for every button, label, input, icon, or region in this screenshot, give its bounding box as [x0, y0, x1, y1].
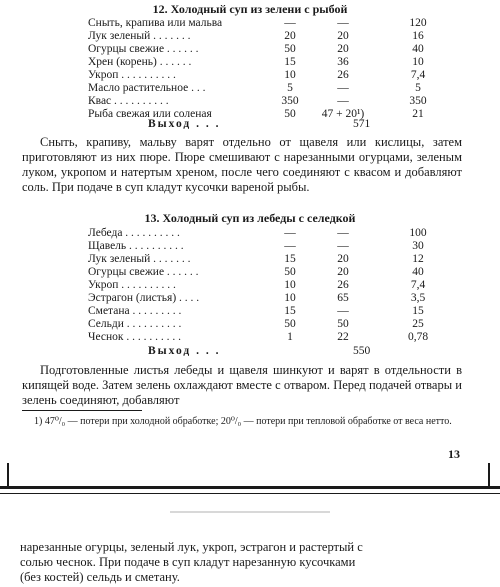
gross-weight: 15	[284, 305, 296, 317]
table-row	[88, 56, 424, 69]
waste-percent: 26	[337, 69, 349, 81]
waste-percent: 47 + 20¹)	[321, 108, 365, 120]
gross-weight: 15	[284, 253, 296, 265]
ingredient-name: Масло растительное . . .	[88, 82, 206, 94]
recipe-12-title: 12. Холодный суп из зелени с рыбой	[152, 2, 348, 16]
page-break-rule	[0, 486, 500, 489]
gross-weight: 1	[287, 331, 293, 343]
net-weight: 12	[412, 253, 424, 265]
ingredient-name: Лук зеленый . . . . . . .	[88, 253, 191, 265]
net-weight: 10	[412, 56, 424, 68]
gross-weight: 50	[284, 108, 296, 120]
page-break-rule-thin	[0, 493, 500, 494]
table-row	[88, 253, 424, 266]
ingredient-name: Укроп . . . . . . . . . .	[88, 279, 176, 291]
gross-weight: —	[284, 227, 296, 239]
recipe-13-yield-label: Выход . . .	[148, 345, 221, 357]
waste-percent: —	[337, 305, 349, 317]
net-weight: 40	[412, 43, 424, 55]
net-weight: 7,4	[410, 69, 426, 81]
recipe-12-instructions	[22, 135, 462, 195]
crop-mark-right	[488, 463, 490, 489]
ingredient-name: Щавель . . . . . . . . . .	[88, 240, 184, 252]
waste-percent: 20	[337, 266, 349, 278]
continuation-line: нарезанные огурцы, зеленый лук, укроп, эстрагон и растертый с	[20, 540, 363, 554]
ingredient-name: Лебеда . . . . . . . . . .	[88, 227, 180, 239]
gross-weight: 5	[287, 82, 293, 94]
table-row	[88, 266, 424, 279]
table-row	[88, 240, 424, 253]
net-weight: 120	[409, 17, 427, 29]
recipe-12-yield-value: 571	[353, 118, 371, 130]
table-row	[88, 227, 427, 240]
table-row	[88, 331, 429, 344]
table-row	[88, 95, 427, 108]
ingredient-name: Чеснок . . . . . . . . . .	[88, 331, 181, 343]
ingredient-name: Хрен (корень) . . . . . .	[88, 56, 192, 68]
ingredient-name: Огурцы свежие . . . . . .	[88, 43, 199, 55]
net-weight: 350	[409, 95, 427, 107]
crop-mark-left	[7, 463, 9, 489]
recipe-13-title: 13. Холодный суп из лебеды с селедкой	[144, 211, 356, 225]
net-weight: 3,5	[410, 292, 426, 304]
gross-weight: 10	[284, 279, 296, 291]
gross-weight: 20	[284, 30, 296, 42]
waste-percent: 20	[337, 253, 349, 265]
gross-weight: 350	[281, 95, 299, 107]
net-weight: 40	[412, 266, 424, 278]
gross-weight: 15	[284, 56, 296, 68]
table-row	[88, 17, 427, 30]
gross-weight: 10	[284, 69, 296, 81]
table-row	[88, 30, 424, 43]
table-row	[88, 69, 426, 82]
gross-weight: —	[284, 17, 296, 29]
table-row	[88, 43, 424, 56]
gross-weight: 50	[284, 43, 296, 55]
waste-percent: 20	[337, 43, 349, 55]
net-weight: 100	[409, 227, 427, 239]
ingredient-name: Укроп . . . . . . . . . .	[88, 69, 176, 81]
net-weight: 21	[412, 108, 424, 120]
waste-percent: —	[337, 82, 349, 94]
continuation-text	[20, 540, 470, 585]
recipe-13-yield-value: 550	[353, 345, 371, 357]
ingredient-name: Сельди . . . . . . . . . .	[88, 318, 182, 330]
waste-percent: 65	[337, 292, 349, 304]
net-weight: 7,4	[410, 279, 426, 291]
net-weight: 15	[412, 305, 424, 317]
recipe-13-ingredients-table	[88, 227, 429, 344]
ingredient-name: Сныть, крапива или мальва	[88, 17, 223, 29]
net-weight: 5	[415, 82, 421, 94]
net-weight: 0,78	[407, 331, 429, 343]
waste-percent: 26	[337, 279, 349, 291]
gross-weight: 10	[284, 292, 296, 304]
instruction-paragraph: Сныть, крапиву, мальву варят отдельно от щавеля или кислицы, затем приготовляют из них пюре. Пюре смешивают с нарезанными огурцами, зеленым луком, укропом и натертым хреном, после чего соединяют с квасом и добавляют соль. При подаче в суп кладут кусочки вареной рыбы.	[22, 135, 462, 194]
ingredient-name: Квас . . . . . . . . . .	[88, 95, 169, 107]
ingredient-name: Лук зеленый . . . . . . .	[88, 30, 191, 42]
recipe-12-yield-label: Выход . . .	[148, 118, 221, 130]
table-row	[88, 279, 426, 292]
footnote: 1) 47⁰/₀ — потери при холодной обработке; 20⁰/₀ — потери при тепловой обработке от веса нетто.	[34, 416, 452, 427]
ingredient-name: Эстрагон (листья) . . . .	[88, 292, 200, 304]
waste-percent: —	[337, 95, 349, 107]
gross-weight: —	[284, 240, 296, 252]
waste-percent: 36	[337, 56, 349, 68]
waste-percent: 50	[337, 318, 349, 330]
ingredient-name: Сметана . . . . . . . . .	[88, 305, 182, 317]
cropped-text-fragment	[170, 511, 330, 513]
continuation-line: солью чеснок. При подаче в суп кладут нарезанную кусочками	[20, 555, 356, 569]
waste-percent: —	[337, 240, 349, 252]
recipe-12-ingredients-table	[88, 17, 427, 121]
instruction-paragraph: Подготовленные листья лебеды и щавеля шинкуют и варят в отдельности в кипящей воде. Затем зелень охлаждают вместе с отваром. Перед подачей отвары и зелень соединяют, добавляют	[22, 363, 462, 407]
table-row	[88, 305, 424, 318]
net-weight: 25	[412, 318, 424, 330]
continuation-line: (без костей) сельдь и сметану.	[20, 570, 180, 584]
table-row	[88, 292, 426, 305]
waste-percent: —	[337, 227, 349, 239]
gross-weight: 50	[284, 266, 296, 278]
footnote-separator	[22, 410, 142, 411]
page-number: 13	[448, 447, 460, 461]
gross-weight: 50	[284, 318, 296, 330]
waste-percent: 22	[337, 331, 349, 343]
waste-percent: 20	[337, 30, 349, 42]
table-row	[88, 82, 421, 95]
table-row	[88, 318, 424, 331]
waste-percent: —	[337, 17, 349, 29]
ingredient-name: Рыба свежая или соленая	[88, 108, 212, 120]
ingredient-name: Огурцы свежие . . . . . .	[88, 266, 199, 278]
net-weight: 30	[412, 240, 424, 252]
net-weight: 16	[412, 30, 424, 42]
recipe-13-instructions	[22, 363, 462, 408]
